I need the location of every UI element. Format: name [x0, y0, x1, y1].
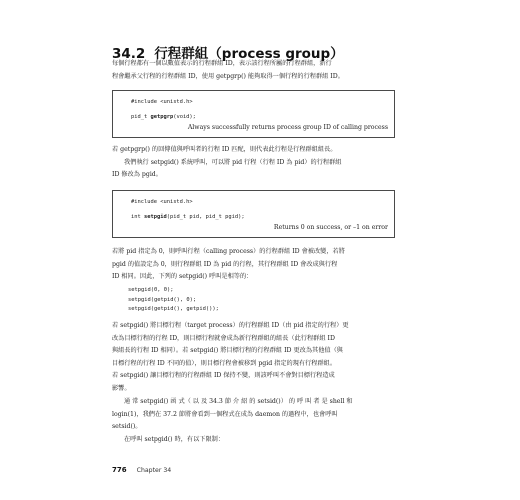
text-line: 在呼叫 setpgid() 時，有以下限制：	[124, 436, 225, 443]
text-line: 若 setpgid() 讓目標行程的行程群組 ID 保持不變，則該呼叫不會對目標行程造成	[112, 372, 335, 379]
prototype-return-type: pid_t	[131, 114, 151, 120]
prototype-function-name: getpgrp	[150, 114, 174, 120]
text-line: 若 getpgrp() 的回傳值與呼叫者的行程 ID 匹配，則代表此行程是行程群組組長。	[112, 146, 337, 153]
text-line: 影響。	[112, 384, 131, 392]
text-line: 若 setpgid() 將目標行程（target process）的行程群組 ID（由 pid 指定的行程）更	[112, 322, 349, 329]
prototype-return-type: int	[131, 214, 144, 220]
text-line: 目標行程的行程 ID 不同的值），則目標行程會被移到 pgid 指定的現有行程群組。	[112, 359, 337, 367]
paragraph-restrictions	[112, 434, 397, 447]
section-number: 34.2	[112, 46, 146, 62]
paragraph-callers	[112, 396, 397, 434]
code-line: setpgid(getpid(), getpid());	[128, 306, 219, 312]
include-line: #include <unistd.h>	[131, 199, 193, 205]
paragraph-leader-and-setpgid	[112, 144, 397, 182]
return-note: Returns 0 on success, or –1 on error	[273, 224, 388, 231]
text-line: 改為目標行程的行程 ID，則目標行程就會成為新行程群組的組長（此行程群組 ID	[112, 334, 335, 342]
chapter-label: Chapter 34	[136, 467, 172, 474]
text-line: 通 常 setpgid() 函 式（ 以 及 34.3 節 介 紹 的 setsid()） 的 呼 叫 者 是 shell 和	[124, 398, 353, 405]
text-line: 每個行程都有一個以數值表示的行程群組 ID，表示該行程所屬的行程群組，新行	[112, 60, 332, 67]
return-note: Always successfully returns process group ID of calling process	[187, 124, 388, 131]
text-line: 若將 pid 指定為 0，則呼叫行程（calling process）的行程群組 ID 會被改變，若將	[112, 248, 345, 255]
prototype-line	[131, 114, 196, 120]
prototype-params: (pid_t pid, pid_t pgid);	[166, 214, 245, 220]
text-line: 程會繼承父行程的行程群組 ID，使用 getpgrp() 能夠取得一個行程的行程群組 ID。	[112, 72, 344, 80]
code-example	[128, 286, 219, 315]
text-line: login(1)，我們在 37.2 節將會看到一個程式在成為 daemon 的過程中，也會呼叫	[112, 410, 338, 418]
text-line: ID 修改為 pgid。	[112, 171, 162, 178]
page-footer	[112, 466, 171, 474]
text-line: 我們執行 setpgid() 系統呼叫，可以將 pid 行程（行程 ID 為 pid）的行程群組	[124, 158, 342, 166]
text-line: ID 相同。因此，下列的 setpgid() 呼叫是相等的：	[112, 273, 253, 280]
paragraph-pid-zero	[112, 246, 397, 284]
prototype-params: (void);	[173, 114, 196, 120]
section-title: 行程群組（process group）	[154, 46, 344, 62]
text-line: setsid()。	[112, 423, 142, 430]
text-line: 與組長的行程 ID 相同）。若 setpgid() 將目標行程的行程群組 ID 更改為其他值（與	[112, 347, 343, 354]
include-line: #include <unistd.h>	[131, 99, 193, 105]
code-line: setpgid(getpid(), 0);	[128, 296, 197, 303]
prototype-line	[131, 214, 245, 220]
text-line: pgid 的值設定為 0，則行程群組 ID 為 pid 的行程，其行程群組 ID 會改成與行程	[112, 260, 338, 268]
page-number: 776	[112, 466, 127, 474]
paragraph-intro	[112, 58, 397, 83]
code-line: setpgid(0, 0);	[128, 287, 174, 293]
paragraph-target-process	[112, 320, 397, 395]
prototype-function-name: setpgid	[143, 214, 167, 220]
function-prototype-box-getpgrp	[112, 90, 395, 138]
function-prototype-box-setpgid	[112, 190, 395, 238]
